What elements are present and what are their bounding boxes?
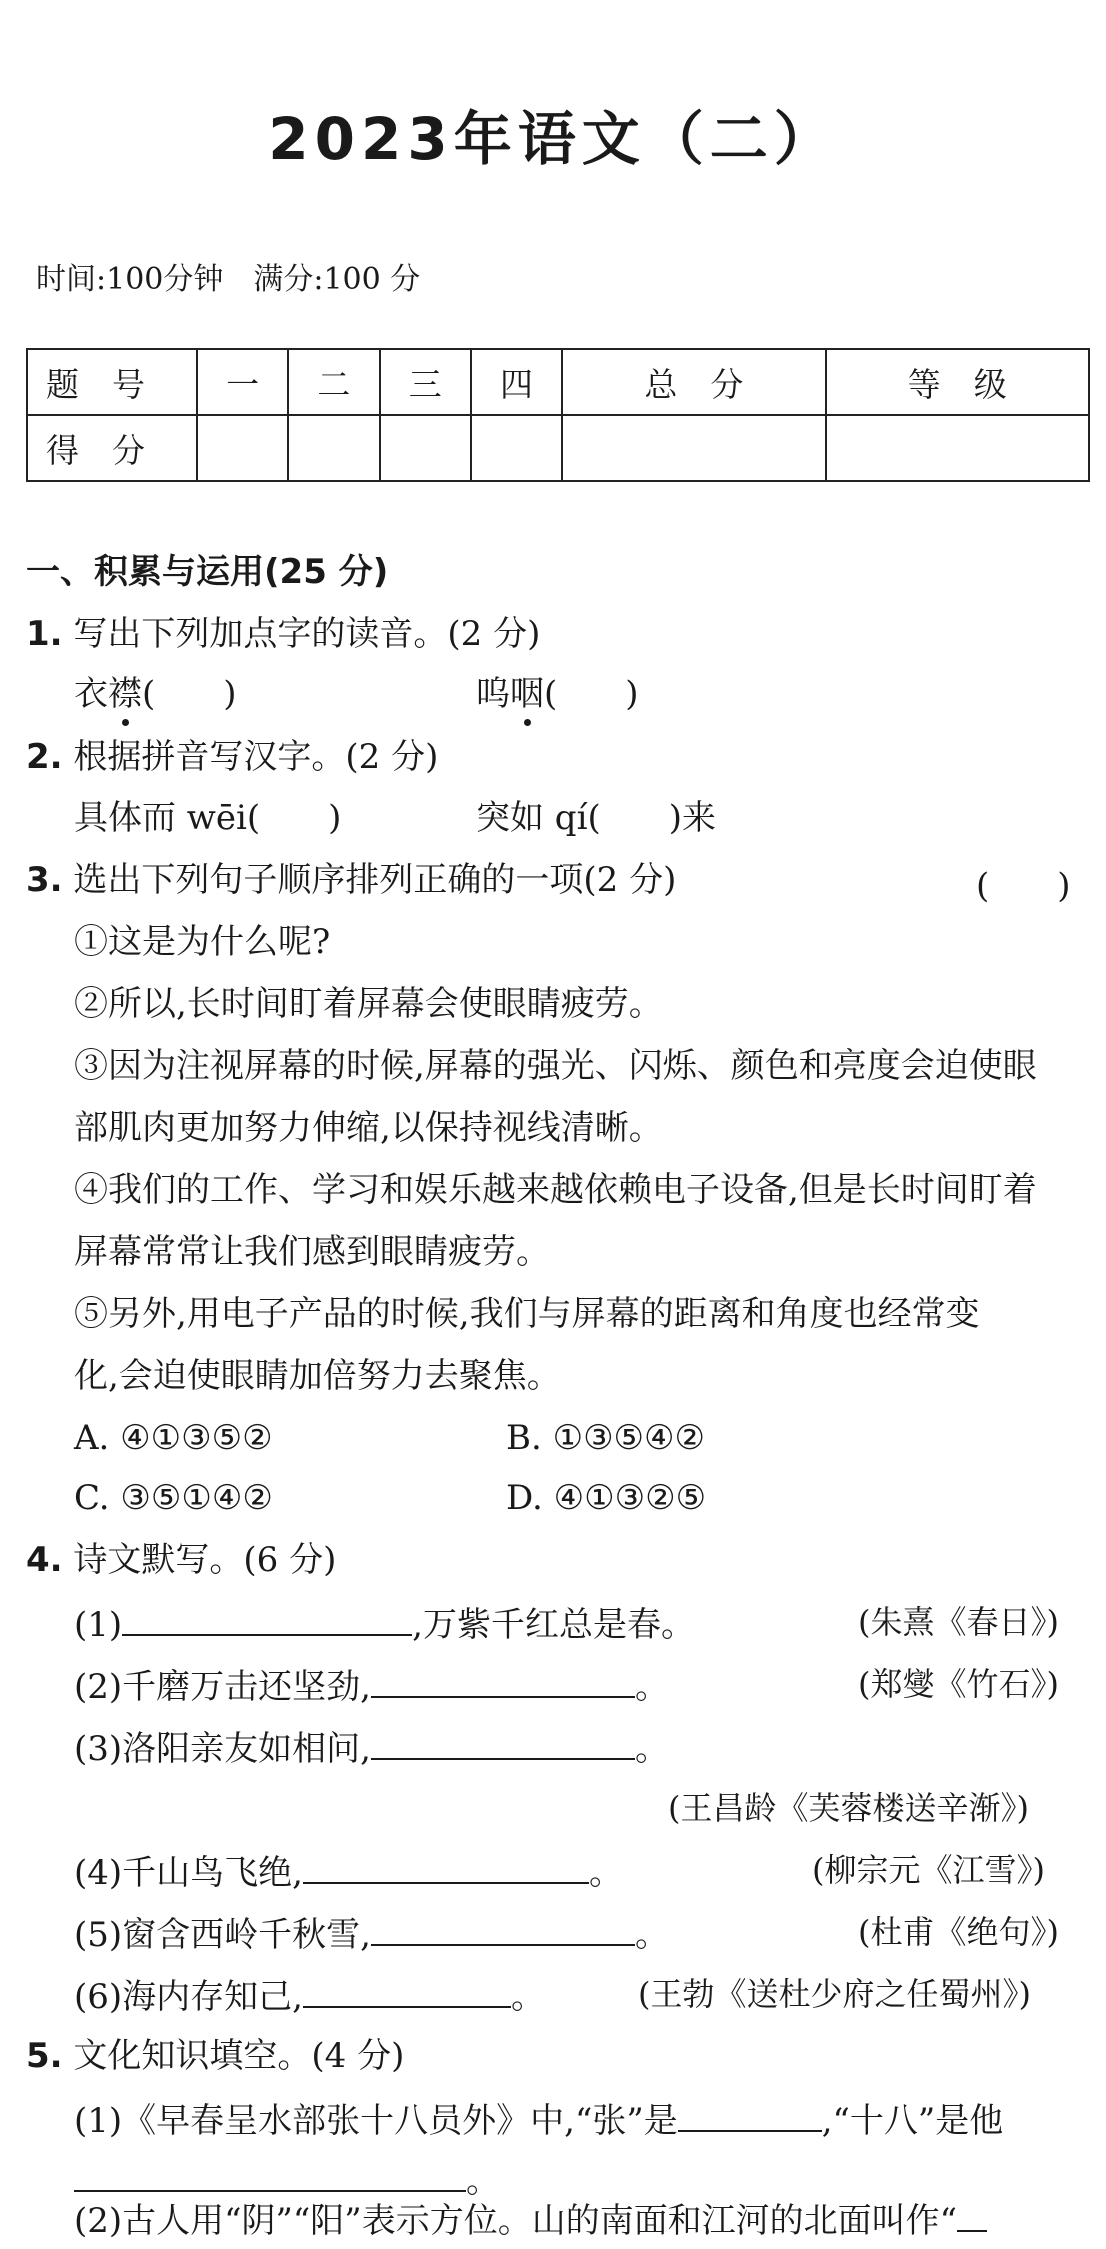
table-header-cell: 四 <box>471 349 562 415</box>
q4-item-source: (王昌龄《芙蓉楼送辛渐》) <box>668 1789 1029 1827</box>
q5-text: 。 <box>466 2161 500 2201</box>
q3-option-b[interactable]: B. ①③⑤④② <box>506 1418 706 1458</box>
table-row-label: 得 分 <box>27 415 197 481</box>
score-cell[interactable] <box>380 415 471 481</box>
table-header-cell: 三 <box>380 349 471 415</box>
score-cell[interactable] <box>471 415 562 481</box>
q5-text: (2)古人用“阴”“阳”表示方位。山的南面和江河的北面叫作“ <box>74 2201 958 2241</box>
q4-item-source: (王勃《送杜少府之任蜀州》) <box>638 1975 1031 2013</box>
q4-item-source: (郑燮《竹石》) <box>858 1665 1059 1703</box>
question-5 <box>26 2034 404 2078</box>
q3-sentence: 部肌肉更加努力伸缩,以保持视线清晰。 <box>74 1108 663 1148</box>
q1-a-answer[interactable]: ( ) <box>142 674 237 714</box>
question-1 <box>26 612 540 656</box>
q3-option-d[interactable]: D. ④①③②⑤ <box>506 1478 707 1518</box>
q1-a-pre: 衣 <box>74 674 108 714</box>
q1-b-dotted-char: 咽 <box>510 674 544 714</box>
q4-item-prefix: (5)窗含西岭千秋雪, <box>74 1915 371 1955</box>
exam-meta: 时间:100分钟 满分:100 分 <box>36 262 421 297</box>
answer-blank[interactable] <box>957 2196 987 2232</box>
score-table <box>26 348 1090 482</box>
q4-item-4 <box>74 1848 623 1895</box>
question-text: 选出下列句子顺序排列正确的一项(2 分) <box>73 860 677 900</box>
q3-answer-paren[interactable]: ( ) <box>976 866 1071 906</box>
section-heading: 一、积累与运用(25 分) <box>26 552 389 592</box>
q4-item-source: (杜甫《绝句》) <box>858 1913 1059 1951</box>
q4-item-suffix: 。 <box>634 1729 669 1769</box>
answer-blank[interactable] <box>371 1662 635 1698</box>
q1-b-answer[interactable]: ( ) <box>544 674 639 714</box>
q3-sentence: 屏幕常常让我们感到眼睛疲劳。 <box>74 1232 550 1272</box>
q4-item-source: (朱熹《春日》) <box>858 1603 1059 1641</box>
q4-item-prefix: (4)千山鸟飞绝, <box>74 1853 303 1893</box>
question-number: 5. <box>26 2036 63 2076</box>
answer-blank[interactable] <box>678 2096 822 2132</box>
answer-blank[interactable] <box>74 2156 466 2192</box>
q4-item-suffix: 。 <box>634 1915 669 1955</box>
q3-sentence: 化,会迫使眼睛加倍努力去聚焦。 <box>74 1356 561 1396</box>
q2-item-a[interactable]: 具体而 wēi( ) <box>74 798 342 838</box>
q4-item-prefix: (3)洛阳亲友如相问, <box>74 1729 371 1769</box>
table-header-cell: 二 <box>288 349 379 415</box>
q4-item-prefix: (6)海内存知己, <box>74 1977 303 2017</box>
page-title: 2023年语文（二） <box>268 105 838 173</box>
q4-item-suffix: 。 <box>634 1667 669 1707</box>
q3-sentence: ④我们的工作、学习和娱乐越来越依赖电子设备,但是长时间盯着 <box>74 1170 1037 1210</box>
score-cell[interactable] <box>197 415 288 481</box>
q4-item-5 <box>74 1910 669 1957</box>
q2-item-b[interactable]: 突如 qí( )来 <box>476 798 716 838</box>
question-number: 1. <box>26 614 63 654</box>
score-cell[interactable] <box>826 415 1089 481</box>
answer-blank[interactable] <box>371 1910 635 1946</box>
table-header-cell: 等 级 <box>826 349 1089 415</box>
question-number: 2. <box>26 737 63 777</box>
answer-blank[interactable] <box>303 1972 511 2008</box>
q1-item-b <box>476 672 639 716</box>
q4-item-1 <box>74 1600 695 1647</box>
answer-blank[interactable] <box>303 1848 589 1884</box>
question-text: 诗文默写。(6 分) <box>73 1540 337 1580</box>
q3-sentence: ③因为注视屏幕的时候,屏幕的强光、闪烁、颜色和亮度会迫使眼 <box>74 1046 1037 1086</box>
q4-item-prefix: (2)千磨万击还坚劲, <box>74 1667 371 1707</box>
q4-item-prefix: (1) <box>74 1605 123 1645</box>
q3-sentence: ②所以,长时间盯着屏幕会使眼睛疲劳。 <box>74 984 663 1024</box>
q5-text: (1)《早春呈水部张十八员外》中,“张”是 <box>74 2101 678 2141</box>
q4-item-2 <box>74 1662 669 1709</box>
score-cell[interactable] <box>288 415 379 481</box>
question-text: 文化知识填空。(4 分) <box>73 2036 405 2076</box>
table-row <box>27 349 1089 415</box>
question-text: 根据拼音写汉字。(2 分) <box>73 737 439 777</box>
question-text: 写出下列加点字的读音。(2 分) <box>73 614 541 654</box>
q3-sentence: ⑤另外,用电子产品的时候,我们与屏幕的距离和角度也经常变 <box>74 1294 980 1334</box>
q3-option-a[interactable]: A. ④①③⑤② <box>74 1418 273 1458</box>
q4-item-suffix: ,万紫千红总是春。 <box>412 1605 695 1645</box>
q4-item-6 <box>74 1972 545 2019</box>
q5-text: ,“十八”是他 <box>821 2101 1004 2141</box>
answer-blank[interactable] <box>122 1600 412 1636</box>
question-number: 4. <box>26 1540 63 1580</box>
question-number: 3. <box>26 860 63 900</box>
answer-blank[interactable] <box>371 1724 635 1760</box>
q5-line-1 <box>74 2096 1003 2143</box>
q1-a-dotted-char: 襟 <box>108 674 142 714</box>
q4-item-source: (柳宗元《江雪》) <box>812 1851 1045 1889</box>
q3-option-c[interactable]: C. ③⑤①④② <box>74 1478 273 1518</box>
q3-sentence: ①这是为什么呢? <box>74 922 331 962</box>
table-header-cell: 总 分 <box>562 349 825 415</box>
q5-line-3 <box>74 2196 987 2243</box>
table-header-cell: 一 <box>197 349 288 415</box>
table-header-cell: 题 号 <box>27 349 197 415</box>
table-row <box>27 415 1089 481</box>
q4-item-suffix: 。 <box>510 1977 545 2017</box>
score-cell[interactable] <box>562 415 825 481</box>
q1-item-a <box>74 672 237 716</box>
question-4 <box>26 1538 336 1582</box>
q1-b-pre: 呜 <box>476 674 510 714</box>
question-3 <box>26 858 676 902</box>
question-2 <box>26 735 438 779</box>
q4-item-suffix: 。 <box>588 1853 623 1893</box>
q4-item-3 <box>74 1724 669 1771</box>
